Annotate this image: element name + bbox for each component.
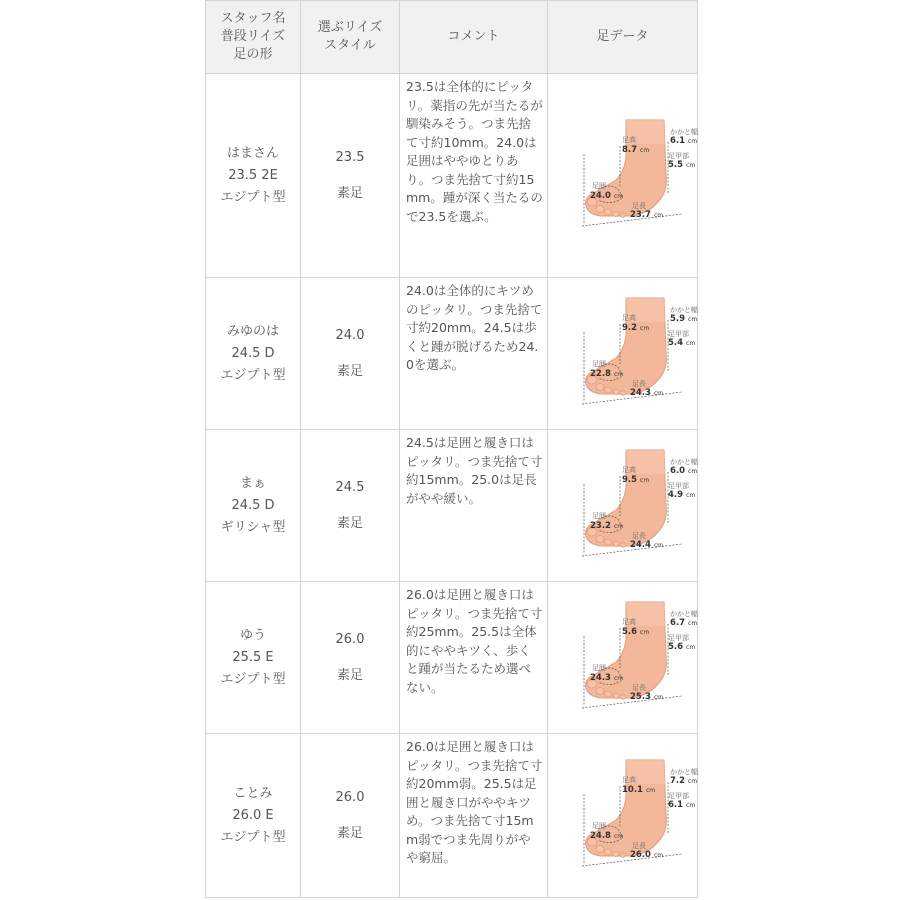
- toe-height-value: 4.9 cm: [668, 489, 696, 500]
- girth-value: 23.2 cm: [590, 520, 624, 531]
- instep-height-value: 5.6 cm: [622, 626, 650, 637]
- usual-size: 25.5 E: [232, 649, 274, 665]
- staff-name: ゆう: [239, 627, 266, 643]
- length-value: 26.0 cm: [630, 849, 664, 860]
- foot-data-cell: [548, 430, 698, 582]
- header-staff: スタッフ名 普段リイズ 足の形: [206, 1, 301, 74]
- chosen-size: 26.0: [335, 631, 365, 647]
- table-row: [206, 74, 698, 278]
- toe-height-value: 5.4 cm: [668, 337, 696, 348]
- staff-cell: [206, 430, 301, 582]
- foot-diagram: [578, 754, 698, 874]
- comment-text: 24.0は全体的にキツめのピッタリ。つま先捨て寸約20mm。24.5は歩くと踵が脱げるため24.0を選ぶ。: [406, 283, 543, 372]
- girth-value: 24.0 cm: [590, 190, 624, 201]
- foot-data-cell: [548, 74, 698, 278]
- toe-height-label: 足甲部: [668, 151, 689, 160]
- style: 素足: [336, 185, 363, 201]
- comment-cell: [400, 582, 548, 734]
- table-body: [206, 74, 698, 898]
- staff-cell: [206, 278, 301, 430]
- toe-height-label: 足甲部: [668, 633, 689, 642]
- chosen-size: 24.5: [335, 479, 365, 495]
- foot-shape: エジプト型: [220, 829, 286, 845]
- staff-name: はまさん: [226, 145, 279, 161]
- instep-height-value: 9.5 cm: [622, 474, 650, 485]
- foot-shape: ギリシャ型: [220, 519, 286, 535]
- size-cell: [301, 734, 400, 898]
- girth-value: 24.8 cm: [590, 830, 624, 841]
- length-label: 足長: [632, 841, 646, 850]
- heel-width-label: かかと幅: [670, 609, 698, 618]
- size-cell: [301, 278, 400, 430]
- usual-size: 23.5 2E: [228, 167, 278, 183]
- foot-shape: エジプト型: [220, 189, 286, 205]
- comment-cell: [400, 74, 548, 278]
- toe-height-value: 6.1 cm: [668, 799, 696, 810]
- staff-cell: [206, 582, 301, 734]
- header-comment: コメント: [400, 1, 548, 74]
- fitting-table: [205, 0, 698, 898]
- usual-size: 24.5 D: [231, 345, 275, 361]
- foot-data-cell: [548, 582, 698, 734]
- foot-diagram: [578, 292, 698, 412]
- instep-height-label: 足高: [622, 617, 636, 626]
- comment-text: 26.0は足囲と履き口はピッタリ。つま先捨て寸約25mm。25.5は全体的にややキツく、歩くと踵が当たるため選べない。: [406, 587, 543, 695]
- toe-height-value: 5.6 cm: [668, 641, 696, 652]
- heel-width-label: かかと幅: [670, 305, 698, 314]
- length-value: 24.3 cm: [630, 387, 664, 398]
- staff-cell: [206, 734, 301, 898]
- instep-height-label: 足高: [622, 313, 636, 322]
- staff-name: ことみ: [233, 785, 273, 801]
- usual-size: 24.5 D: [231, 497, 275, 513]
- style: 素足: [336, 363, 363, 379]
- toe-height-label: 足甲部: [668, 329, 689, 338]
- style: 素足: [336, 667, 363, 683]
- comment-cell: [400, 734, 548, 898]
- heel-width-value: 6.0 cm: [670, 465, 698, 476]
- girth-label: 足囲: [592, 359, 606, 368]
- foot-data-cell: [548, 734, 698, 898]
- staff-cell: [206, 74, 301, 278]
- length-value: 25.3 cm: [630, 691, 664, 702]
- header-row: [206, 1, 698, 74]
- table-row: [206, 582, 698, 734]
- chosen-size: 23.5: [335, 149, 365, 165]
- length-value: 24.4 cm: [630, 539, 664, 550]
- instep-height-value: 10.1 cm: [622, 784, 656, 795]
- usual-size: 26.0 E: [232, 807, 274, 823]
- girth-label: 足囲: [592, 663, 606, 672]
- instep-height-label: 足高: [622, 135, 636, 144]
- chosen-size: 26.0: [335, 789, 365, 805]
- size-cell: [301, 582, 400, 734]
- heel-width-value: 5.9 cm: [670, 313, 698, 324]
- instep-height-value: 9.2 cm: [622, 322, 650, 333]
- toe-height-label: 足甲部: [668, 481, 689, 490]
- heel-width-label: かかと幅: [670, 457, 698, 466]
- girth-label: 足囲: [592, 181, 606, 190]
- girth-label: 足囲: [592, 511, 606, 520]
- style: 素足: [336, 515, 363, 531]
- length-label: 足長: [632, 683, 646, 692]
- girth-label: 足囲: [592, 821, 606, 830]
- girth-value: 24.3 cm: [590, 672, 624, 683]
- heel-width-value: 6.1 cm: [670, 135, 698, 146]
- comment-cell: [400, 278, 548, 430]
- comment-text: 24.5は足囲と履き口はピッタリ。つま先捨て寸約15mm。25.0は足長がやや緩い。: [406, 435, 543, 506]
- length-label: 足長: [632, 379, 646, 388]
- table-row: [206, 278, 698, 430]
- header-size: 選ぶリイズ スタイル: [301, 1, 400, 74]
- comment-text: 23.5は全体的にピッタリ。薬指の先が当たるが馴染みそう。つま先捨て寸約10mm。24.0は足囲はややゆとりあり。つま先捨て寸約15mm。踵が深く当たるので23.5を選ぶ。: [406, 79, 543, 224]
- size-cell: [301, 74, 400, 278]
- heel-width-label: かかと幅: [670, 767, 698, 776]
- instep-height-value: 8.7 cm: [622, 144, 650, 155]
- toe-height-value: 5.5 cm: [668, 159, 696, 170]
- foot-diagram: [578, 114, 698, 234]
- foot-shape: エジプト型: [220, 671, 286, 687]
- header-foot-data: 足データ: [548, 1, 698, 74]
- table-row: [206, 734, 698, 898]
- length-value: 23.7 cm: [630, 209, 664, 220]
- girth-value: 22.8 cm: [590, 368, 624, 379]
- size-cell: [301, 430, 400, 582]
- instep-height-label: 足高: [622, 465, 636, 474]
- length-label: 足長: [632, 531, 646, 540]
- instep-height-label: 足高: [622, 775, 636, 784]
- heel-width-value: 7.2 cm: [670, 775, 698, 786]
- chosen-size: 24.0: [335, 327, 365, 343]
- staff-name: みゆのは: [226, 323, 279, 339]
- foot-data-cell: [548, 278, 698, 430]
- heel-width-value: 6.7 cm: [670, 617, 698, 628]
- comment-cell: [400, 430, 548, 582]
- comment-text: 26.0は足囲と履き口はピッタリ。つま先捨て寸約20mm弱。25.5は足囲と履き口がややキツめ。つま先捨て寸15mm弱でつま先周りがやや窮屈。: [406, 739, 543, 865]
- style: 素足: [336, 825, 363, 841]
- foot-diagram: [578, 444, 698, 564]
- foot-diagram: [578, 596, 698, 716]
- heel-width-label: かかと幅: [670, 127, 698, 136]
- staff-name: まぁ: [239, 475, 266, 491]
- foot-shape: エジプト型: [220, 367, 286, 383]
- length-label: 足長: [632, 201, 646, 210]
- table-row: [206, 430, 698, 582]
- toe-height-label: 足甲部: [668, 791, 689, 800]
